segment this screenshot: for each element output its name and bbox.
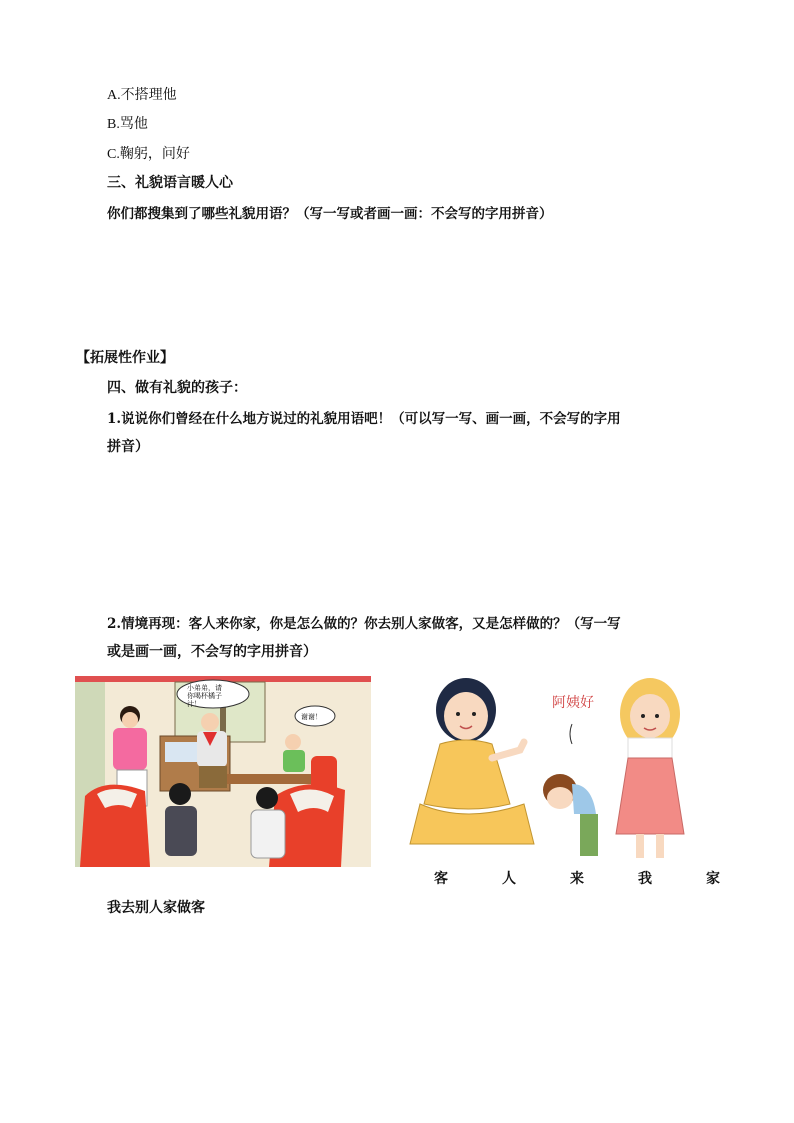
option-a: A.不搭理他 <box>107 88 177 103</box>
q1-line1: 1.说说你们曾经在什么地方说过的礼貌用语吧！（可以写一写、画一画，不会写的字用 <box>107 411 621 427</box>
option-c: C.鞠躬，问好 <box>107 147 190 162</box>
section4-title: 四、做有礼貌的孩子： <box>107 380 247 396</box>
guest-caption-char: 家 <box>706 871 720 887</box>
bubble-line-1: 小弟弟，请 <box>187 684 222 692</box>
extension-header: 【拓展性作业】 <box>76 350 174 366</box>
q2-line2: 或是画一画，不会写的字用拼音） <box>107 644 317 660</box>
living-room-drawing <box>75 676 371 867</box>
speech-text: 阿姨好 <box>552 694 594 710</box>
bubble-reply: 谢谢！ <box>301 713 322 721</box>
living-room-illustration <box>75 676 371 867</box>
guest-caption-char: 客 <box>434 871 448 887</box>
visit-caption: 我去别人家做客 <box>107 900 205 916</box>
q2-line1: 2.情境再现：客人来你家，你是怎么做的？你去别人家做客，又是怎样做的？（写一写 <box>107 616 621 632</box>
bubble-line-2: 你喝杯橘子 <box>187 692 222 700</box>
guest-caption <box>434 868 720 888</box>
option-b: B.骂他 <box>107 117 148 132</box>
bubble-line-3: 汁！ <box>187 700 201 708</box>
guest-caption-char: 我 <box>638 871 652 887</box>
guest-caption-char: 人 <box>502 871 516 887</box>
section3-title: 三、礼貌语言暖人心 <box>107 175 233 191</box>
q1-line2: 拼音） <box>107 439 149 455</box>
greeting-drawing <box>400 672 724 862</box>
guest-caption-char: 来 <box>570 871 584 887</box>
section3-prompt: 你们都搜集到了哪些礼貌用语？（写一写或者画一画：不会写的字用拼音） <box>107 206 553 222</box>
greeting-illustration <box>400 672 724 862</box>
